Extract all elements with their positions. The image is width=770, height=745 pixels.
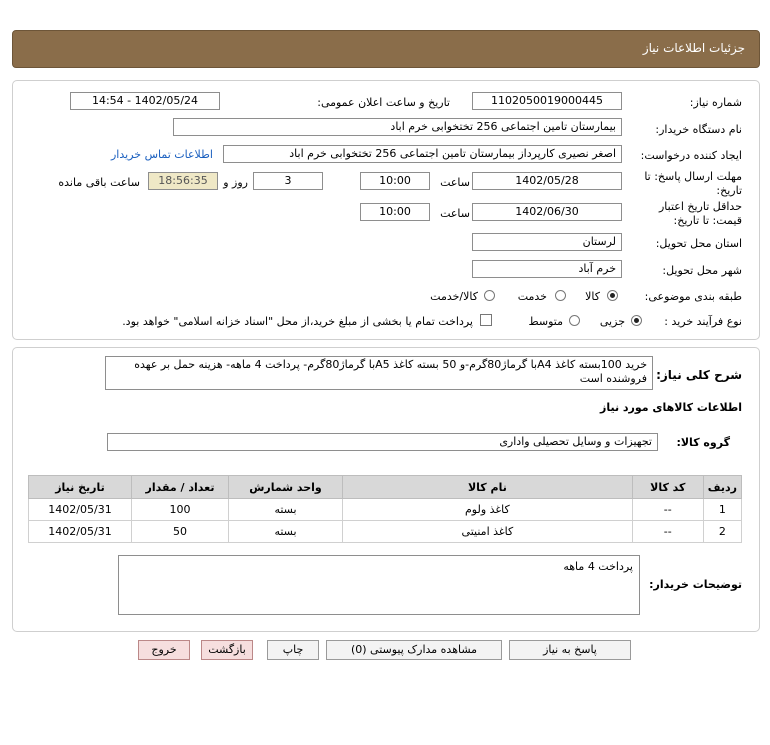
category-label: طبقه بندی موضوعی: xyxy=(644,290,742,303)
cell-date: 1402/05/31 xyxy=(29,521,132,543)
send-deadline-time-field: 10:00 xyxy=(360,172,430,190)
cell-row: 1 xyxy=(703,499,741,521)
col-date: تاریخ نیاز xyxy=(29,476,132,499)
delivery-city-label: شهر محل تحویل: xyxy=(662,264,742,277)
validity-deadline-label-1: حداقل تاریخ اعتبار xyxy=(658,200,742,213)
col-name: نام کالا xyxy=(343,476,633,499)
buyer-org-field: بیمارستان تامین اجتماعی 256 تختخوابی خرم اباد xyxy=(173,118,622,136)
need-number-label: شماره نیاز: xyxy=(689,96,742,109)
summary-text: خرید 100بسته کاغذ A4با گرماژ80گرم-و 50 بسته کاغذ A5با گرماژ80گرم- پرداخت 4 ماهه- هزینه حمل بر عهده فروشنده است xyxy=(105,356,653,390)
goods-section-title: اطلاعات کالاهای مورد نیاز xyxy=(600,401,742,414)
attachments-button[interactable]: مشاهده مدارک پیوستی (0) xyxy=(326,640,502,660)
cell-row: 2 xyxy=(703,521,741,543)
send-deadline-time-label: ساعت xyxy=(440,176,470,189)
delivery-province-label: استان محل تحویل: xyxy=(655,237,742,250)
cell-unit: بسته xyxy=(229,499,343,521)
purchase-process-label: نوع فرآیند خرید : xyxy=(664,315,742,328)
process-radio-minor[interactable] xyxy=(631,315,642,326)
validity-deadline-label-2: قیمت: تا تاریخ: xyxy=(673,214,742,227)
category-option-service: خدمت xyxy=(517,290,547,303)
send-deadline-label-1: مهلت ارسال پاسخ: تا xyxy=(644,170,742,183)
cell-name: کاغذ ولوم xyxy=(343,499,633,521)
reply-button[interactable]: پاسخ به نیاز xyxy=(509,640,631,660)
table-row xyxy=(29,499,742,521)
remaining-time-field: 18:56:35 xyxy=(148,172,218,190)
announce-datetime-label: تاریخ و ساعت اعلان عمومی: xyxy=(317,96,450,109)
buyer-contact-link[interactable]: اطلاعات تماس خریدار xyxy=(111,148,213,161)
cell-code: -- xyxy=(632,521,703,543)
category-option-goods: کالا xyxy=(585,290,600,303)
cell-unit: بسته xyxy=(229,521,343,543)
process-radio-medium[interactable] xyxy=(569,315,580,326)
col-unit: واحد شمارش xyxy=(229,476,343,499)
buyer-notes-text: پرداخت 4 ماهه xyxy=(118,555,640,615)
validity-time-field: 10:00 xyxy=(360,203,430,221)
treasury-payment-note: پرداخت تمام یا بخشی از مبلغ خرید،از محل "اسناد خزانه اسلامی" خواهد بود. xyxy=(122,315,473,328)
cell-name: کاغذ امنیتی xyxy=(343,521,633,543)
cell-qty: 50 xyxy=(132,521,229,543)
cell-qty: 100 xyxy=(132,499,229,521)
process-option-minor: جزیی xyxy=(599,315,625,328)
exit-button[interactable]: خروج xyxy=(138,640,190,660)
col-row: ردیف xyxy=(703,476,741,499)
buyer-org-label: نام دستگاه خریدار: xyxy=(655,123,742,136)
category-radio-goods[interactable] xyxy=(607,290,618,301)
send-deadline-date-field: 1402/05/28 xyxy=(472,172,622,190)
back-button[interactable]: بازگشت xyxy=(201,640,253,660)
goods-group-label: گروه کالا: xyxy=(676,436,730,449)
requester-field: اصغر نصیری کارپرداز بیمارستان تامین اجتماعی 256 تختخوابی خرم اباد xyxy=(223,145,622,163)
table-row xyxy=(29,521,742,543)
treasury-payment-checkbox[interactable] xyxy=(480,314,492,326)
send-deadline-label-2: تاریخ: xyxy=(716,184,742,197)
category-radio-service[interactable] xyxy=(555,290,566,301)
cell-code: -- xyxy=(632,499,703,521)
page-title: جزئیات اطلاعات نیاز xyxy=(642,41,745,55)
buyer-notes-label: توضیحات خریدار: xyxy=(649,578,742,591)
goods-group-field: تجهیزات و وسایل تحصیلی واداری xyxy=(107,433,658,451)
process-option-medium: متوسط xyxy=(528,315,563,328)
announce-datetime-field: 1402/05/24 - 14:54 xyxy=(70,92,220,110)
remaining-time-label: ساعت باقی مانده xyxy=(58,176,140,189)
send-deadline-days-field: 3 xyxy=(253,172,323,190)
need-number-field: 1102050019000445 xyxy=(472,92,622,110)
delivery-city-field: خرم آباد xyxy=(472,260,622,278)
col-code: کد کالا xyxy=(632,476,703,499)
category-radio-goods-service[interactable] xyxy=(484,290,495,301)
table-header-row xyxy=(29,476,742,499)
print-button[interactable]: چاپ xyxy=(267,640,319,660)
validity-date-field: 1402/06/30 xyxy=(472,203,622,221)
summary-label: شرح کلی نیاز: xyxy=(656,368,742,382)
goods-table xyxy=(28,475,742,543)
category-option-goods-service: کالا/خدمت xyxy=(430,290,478,303)
page-header xyxy=(12,30,760,68)
cell-date: 1402/05/31 xyxy=(29,499,132,521)
col-qty: تعداد / مقدار xyxy=(132,476,229,499)
delivery-province-field: لرستان xyxy=(472,233,622,251)
days-label: روز و xyxy=(223,176,248,189)
requester-label: ایجاد کننده درخواست: xyxy=(640,149,742,162)
validity-time-label: ساعت xyxy=(440,207,470,220)
